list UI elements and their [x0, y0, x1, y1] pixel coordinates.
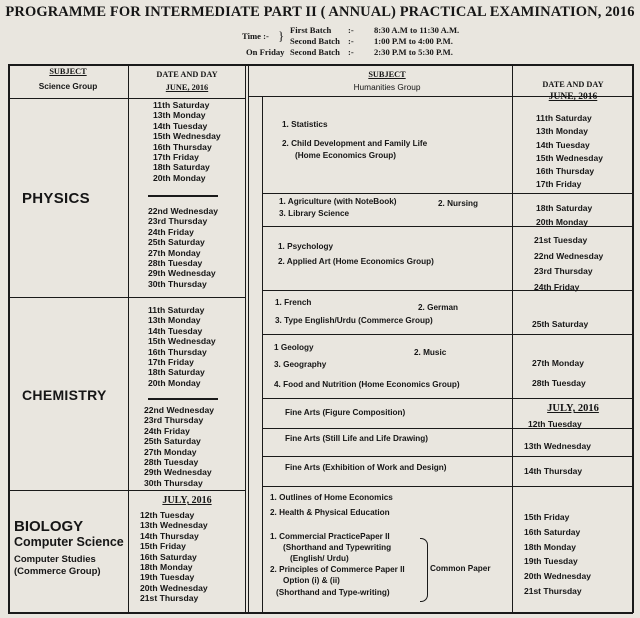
date-item: 12th Tuesday — [140, 510, 195, 520]
humanities-date: 12th Tuesday — [528, 419, 582, 429]
date-item: 14th Tuesday — [153, 120, 208, 131]
humanities-subject: (Shorthand and Type-writing) — [276, 588, 390, 597]
brace-glyph: } — [278, 28, 285, 43]
date-item: 13th Monday — [153, 110, 206, 121]
date-item: 13th Wednesday — [140, 520, 208, 531]
date-item: 23rd Thursday — [144, 415, 204, 426]
center-divider — [245, 64, 246, 613]
science-group-label: Science Group — [38, 81, 98, 91]
chemistry-batch1-dates — [148, 305, 216, 388]
date-item: 18th Saturday — [153, 162, 210, 173]
month-header: JULY, 2016 — [547, 403, 599, 414]
right-inner-border — [262, 96, 263, 613]
batch-separator — [148, 195, 218, 197]
date-item: 18th Saturday — [536, 203, 593, 213]
date-item: 18th Monday — [140, 562, 193, 573]
humanities-subject: Fine Arts (Still Life and Life Drawing) — [285, 434, 428, 443]
date-item: 16th Thursday — [536, 166, 595, 177]
date-item: 22nd Wednesday — [534, 250, 604, 261]
table-right-border — [632, 64, 634, 613]
date-item: 20th Monday — [536, 217, 588, 227]
row-rule — [262, 398, 633, 399]
date-item: 11th Saturday — [148, 305, 205, 315]
date-item: 28th Tuesday — [148, 258, 203, 269]
chemistry-batch2-dates — [144, 405, 214, 488]
date-item: 29th Wednesday — [144, 467, 212, 478]
subject-commerce-group: (Commerce Group) — [14, 566, 101, 577]
batch-hours: 1:00 P.M to 4:00 P.M. — [374, 36, 453, 46]
batch-name: Second Batch — [290, 47, 340, 57]
humanities-group-label: Humanities Group — [353, 82, 421, 92]
common-paper-label: Common Paper — [430, 564, 491, 573]
subject-chemistry: CHEMISTRY — [22, 387, 107, 403]
date-item: 15th Friday — [140, 541, 186, 552]
humanities-subject: 3. Library Science — [279, 209, 350, 218]
date-item: 15th Wednesday — [153, 131, 221, 142]
humanities-subject: Option (i) & (ii) — [283, 576, 340, 585]
left-column-divider — [128, 64, 129, 613]
date-item: 18th Saturday — [148, 367, 205, 378]
batch-prefix: On Friday — [246, 47, 285, 57]
batch-hours: 8:30 A.M to 11:30 A.M. — [374, 25, 460, 35]
date-day-header: DATE AND DAY — [156, 70, 218, 79]
date-item: 15th Wednesday — [148, 336, 216, 347]
date-item: 14th Tuesday — [148, 325, 203, 336]
batch-sep: :- — [348, 47, 354, 57]
humanities-subject: 1. Outlines of Home Economics — [270, 493, 393, 502]
humanities-subject: (Shorthand and Typewriting — [283, 543, 392, 552]
humanities-subject: Fine Arts (Figure Composition) — [285, 408, 406, 417]
humanities-subject: 2. Applied Art (Home Economics Group) — [278, 257, 434, 266]
month-header: JUNE, 2016 — [165, 83, 209, 92]
humanities-subject: 1. Commercial PracticePaper II — [270, 532, 390, 541]
table-bottom-border — [8, 612, 633, 614]
physics-batch1-dates — [153, 100, 221, 183]
humanities-subject: Fine Arts (Exhibition of Work and Design) — [285, 463, 447, 472]
humanities-subject: 3. Geography — [274, 360, 327, 369]
humanities-subject: 2. Music — [414, 348, 447, 357]
physics-chemistry-rule — [8, 297, 246, 298]
date-item: 29th Wednesday — [148, 268, 216, 279]
date-item: 25th Saturday — [148, 237, 205, 248]
common-paper-brace — [420, 538, 428, 602]
date-item: 28th Tuesday — [144, 457, 199, 468]
date-item: 23rd Thursday — [534, 266, 593, 276]
humanities-subject: 3. Type English/Urdu (Commerce Group) — [275, 316, 433, 325]
batch-name: Second Batch — [290, 36, 340, 46]
date-item: 16th Saturday — [524, 526, 581, 537]
humanities-dates — [534, 233, 603, 295]
date-item: 24th Friday — [534, 281, 580, 292]
date-item: 18th Monday — [524, 541, 576, 552]
month-header: JUNE, 2016 — [548, 92, 598, 102]
row-rule — [262, 456, 633, 457]
date-item: 13th Monday — [148, 315, 201, 326]
row-rule — [262, 486, 633, 487]
humanities-subject: 1. Statistics — [282, 120, 328, 129]
physics-batch2-dates — [148, 206, 218, 289]
date-item: 13th Monday — [536, 126, 588, 137]
date-item: 21st Thursday — [140, 593, 199, 604]
date-item: 24th Friday — [144, 425, 190, 436]
date-item: 22nd Wednesday — [144, 405, 215, 415]
humanities-date: 13th Wednesday — [524, 441, 591, 451]
date-item: 11th Saturday — [536, 113, 592, 123]
batch-sep: :- — [348, 25, 354, 35]
time-label: Time :- — [242, 31, 269, 41]
month-header: JULY, 2016 — [162, 495, 212, 506]
batch-name: First Batch — [290, 25, 332, 35]
humanities-date: 14th Thursday — [524, 466, 583, 476]
date-item: 27th Monday — [144, 446, 197, 457]
date-item: 16th Saturday — [140, 551, 197, 562]
humanities-subject: 2. German — [418, 303, 459, 312]
date-item: 16th Thursday — [148, 346, 207, 357]
subject-header: SUBJECT — [49, 67, 87, 76]
date-item: 19th Tuesday — [140, 572, 195, 583]
date-item: 24th Friday — [148, 226, 194, 237]
date-item: 30th Thursday — [148, 278, 207, 289]
humanities-dates — [536, 201, 592, 229]
exam-timings — [238, 25, 478, 65]
humanities-dates — [524, 510, 591, 599]
subject-computer-studies: Computer Studies — [14, 554, 96, 565]
center-divider — [248, 64, 249, 613]
date-item: 17th Friday — [153, 152, 199, 163]
date-item: 27th Monday — [148, 247, 201, 258]
humanities-date: 25th Saturday — [532, 319, 589, 329]
date-item: 16th Thursday — [153, 141, 212, 152]
chemistry-biology-rule — [8, 490, 246, 491]
humanities-subject: 2. Nursing — [438, 199, 479, 208]
date-item: 25th Saturday — [144, 436, 201, 447]
biology-dates — [140, 510, 208, 604]
humanities-subject: 2. Principles of Commerce Paper II — [270, 565, 405, 574]
row-rule — [262, 334, 633, 335]
table-left-border — [8, 64, 10, 613]
humanities-date: 27th Monday — [532, 358, 584, 368]
date-item: 20th Monday — [153, 172, 206, 183]
humanities-date: 28th Tuesday — [532, 378, 586, 388]
humanities-subject: (English/ Urdu) — [290, 554, 349, 563]
date-item: 21st Thursday — [524, 585, 582, 596]
humanities-subject: 1. French — [275, 298, 312, 307]
subject-computer-science: Computer Science — [14, 535, 124, 549]
humanities-dates — [536, 112, 603, 192]
humanities-subject: 2. Child Development and Family Life — [282, 139, 428, 148]
date-item: 17th Friday — [536, 179, 582, 190]
date-item: 14th Tuesday — [536, 139, 590, 150]
subject-header: SUBJECT — [368, 70, 406, 79]
date-item: 19th Tuesday — [524, 556, 578, 567]
right-column-divider — [512, 64, 513, 613]
subject-physics: PHYSICS — [22, 190, 90, 207]
date-item: 23rd Thursday — [148, 216, 208, 227]
date-item: 20th Monday — [148, 377, 201, 388]
date-day-header: DATE AND DAY — [542, 80, 604, 89]
date-item: 20th Wednesday — [524, 571, 591, 582]
batch-separator — [148, 398, 218, 400]
batch-sep: :- — [348, 36, 354, 46]
date-item: 17th Friday — [148, 357, 194, 368]
date-item: 22nd Wednesday — [148, 206, 219, 216]
row-rule — [262, 193, 633, 194]
humanities-subject: 4. Food and Nutrition (Home Economics Group) — [274, 380, 460, 389]
humanities-subject: 1 Geology — [274, 343, 314, 352]
table-top-border — [8, 64, 633, 66]
date-item: 20th Wednesday — [140, 582, 208, 593]
date-item: 15th Friday — [524, 512, 570, 522]
humanities-subject: (Home Economics Group) — [295, 151, 396, 160]
date-item: 11th Saturday — [153, 100, 210, 110]
batch-hours: 2:30 P.M to 5:30 P.M. — [374, 47, 453, 57]
subject-biology: BIOLOGY — [14, 518, 84, 535]
humanities-subject: 2. Health & Physical Education — [270, 508, 390, 517]
page-title: PROGRAMME FOR INTERMEDIATE PART II ( ANNUAL) PRACTICAL EXAMINATION, 2016 — [5, 4, 635, 20]
date-item: 14th Thursday — [140, 530, 199, 541]
date-item: 30th Thursday — [144, 477, 203, 488]
humanities-subject: 1. Agriculture (with NoteBook) — [279, 197, 397, 206]
date-item: 15th Wednesday — [536, 152, 603, 163]
humanities-subject: 1. Psychology — [278, 242, 334, 251]
date-item: 21st Tuesday — [534, 235, 588, 245]
